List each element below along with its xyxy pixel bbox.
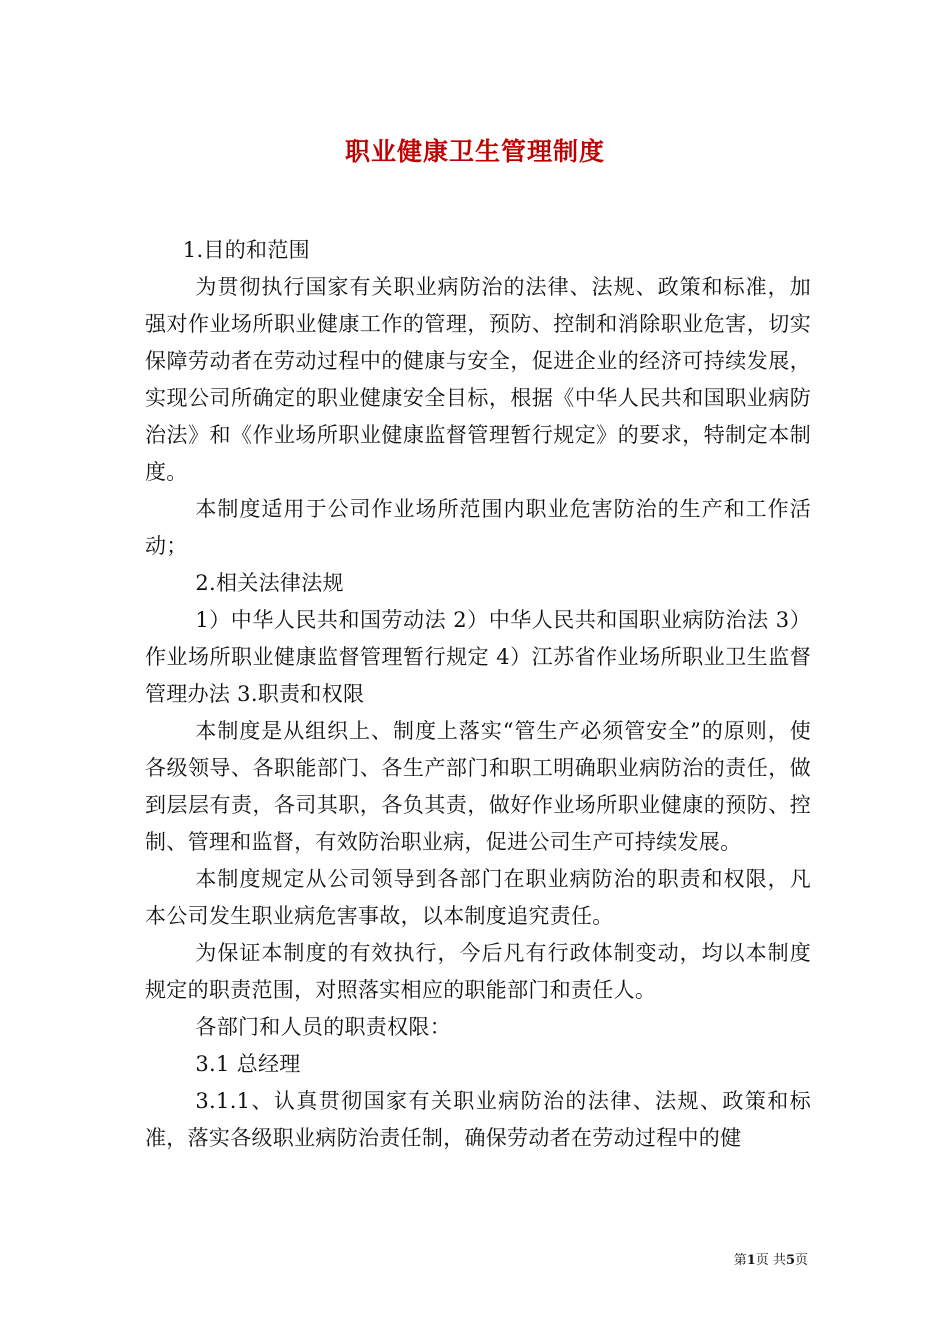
section-heading: 2.相关法律法规 [195,571,344,595]
document-body [145,232,811,1157]
paragraph: 本制度是从组织上、制度上落实“管生产必须管安全”的原则，使各级领导、各职能部门、各生产部门和职工明确职业病防治的责任，做到层层有责，各司其职，各负其责，做好作业场所职业健康的预防、控制、管理和监督，有效防治职业病，促进公司生产可持续发展。 [145,719,811,854]
page-number [734,1249,808,1268]
paragraph: 各部门和人员的职责权限： [195,1015,451,1039]
paragraph: 本制度规定从公司领导到各部门在职业病防治的职责和权限，凡本公司发生职业病危害事故，以本制度追究责任。 [145,867,811,928]
paragraph: 3.1.1、认真贯彻国家有关职业病防治的法律、法规、政策和标准，落实各级职业病防治责任制，确保劳动者在劳动过程中的健 [145,1089,811,1150]
page-title: 职业健康卫生管理制度 [344,137,605,166]
paragraph: 为保证本制度的有效执行，今后凡有行政体制变动，均以本制度规定的职责范围，对照落实相应的职能部门和责任人。 [145,941,811,1002]
page-total: 5 [785,1253,795,1268]
page-suffix: 页 [794,1253,808,1268]
paragraph: 本制度适用于公司作业场所范围内职业危害防治的生产和工作活动； [145,497,811,558]
page-prefix: 第 [733,1253,747,1268]
paragraph: 为贯彻执行国家有关职业病防治的法律、法规、政策和标准，加强对作业场所职业健康工作的管理，预防、控制和消除职业危害，切实保障劳动者在劳动过程中的健康与安全，促进企业的经济可持续发展，实现公司所确定的职业健康安全目标，根据《中华人民共和国职业病防治法》和《作业场所职业健康监督管理暂行规定》的要求，特制定本制度。 [145,275,811,484]
page-middle: 页 共 [755,1253,786,1268]
section-heading: 1.目的和范围 [182,238,310,262]
section-heading: 3.1 总经理 [195,1052,301,1076]
paragraph: 1）中华人民共和国劳动法 2）中华人民共和国职业病防治法 3）作业场所职业健康监督管理暂行规定 4）江苏省作业场所职业卫生监督管理办法 3.职责和权限 [145,608,811,706]
page-current: 1 [746,1253,756,1268]
